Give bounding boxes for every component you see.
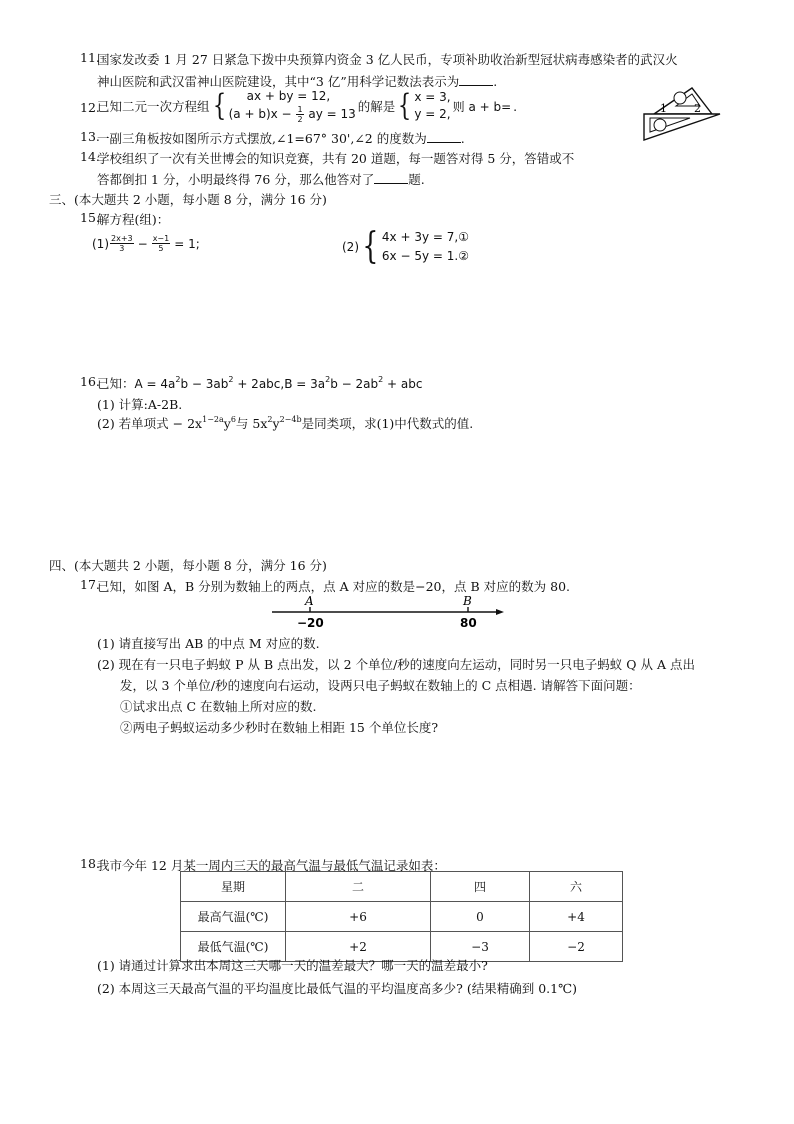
q12-sol1: x = 3, bbox=[414, 90, 451, 104]
q12-eq1: ax + by = 12, bbox=[246, 89, 331, 103]
q15-part2-brace: { bbox=[362, 226, 379, 267]
q14-answer-blank[interactable] bbox=[374, 171, 408, 184]
q12-sol2: y = 2, bbox=[414, 107, 451, 121]
q11-line1: 国家发改委 1 月 27 日紧急下拨中央预算内资金 3 亿人民币，专项补助收治新型冠状病毒感染者的武汉火 bbox=[97, 52, 678, 67]
point-b-label: B bbox=[463, 594, 472, 608]
q15-part1-frac1 bbox=[110, 234, 134, 253]
q12-eq2-left: (a + b)x − bbox=[228, 107, 292, 121]
q14-line1: 学校组织了一次有关世博会的知识竞赛，共有 20 道题，每一题答对得 5 分，答错或不 bbox=[97, 151, 575, 166]
table-cell: 最高气温(℃) bbox=[181, 902, 286, 932]
q12-frac-den: 2 bbox=[297, 115, 303, 124]
q13-line bbox=[97, 129, 465, 147]
angle-1-label: 1 bbox=[660, 102, 667, 115]
q14-line2 bbox=[97, 170, 425, 188]
q17-sub2-line2: 发，以 3 个单位/秒的速度向右运动，设两只电子蚂蚁在数轴上的 C 点相遇. 请解答下面问题： bbox=[120, 678, 641, 693]
q12-system bbox=[210, 88, 356, 124]
q15-frac1-den: 3 bbox=[119, 244, 125, 253]
number-line bbox=[268, 594, 508, 630]
q16-sub2-exp3: 2 bbox=[267, 415, 273, 424]
q12-eq2 bbox=[229, 105, 356, 124]
q17-sub1: (1) 请直接写出 AB 的中点 M 对应的数. bbox=[97, 636, 320, 651]
point-a-label: A bbox=[305, 594, 314, 608]
q15-part1-label: (1) bbox=[92, 236, 109, 251]
q16-expr-part2: b − 3ab bbox=[180, 377, 229, 391]
section-4-title: 四、(本大题共 2 小题，每小题 8 分，满分 16 分) bbox=[49, 558, 327, 573]
q15-part2-eq2: 6x − 5y = 1.② bbox=[381, 249, 469, 263]
q12-tail: 则 a + b= bbox=[452, 99, 512, 114]
q12-mid: 的解是 bbox=[357, 99, 396, 114]
q15-part1-rhs: = 1; bbox=[174, 236, 200, 251]
q17-text: 已知，如图 A，B 分别为数轴上的两点，点 A 对应的数是−20，点 B 对应的数为 80. bbox=[97, 579, 570, 594]
q12-eq2-right: ay = 13 bbox=[308, 107, 356, 121]
q12-solution-brace: { bbox=[398, 88, 412, 123]
q15-frac1-num: 2x+3 bbox=[111, 234, 133, 243]
q12-end: . bbox=[513, 98, 518, 114]
q18-sub1: (1) 请通过计算求出本周这三天哪一天的温差最大？哪一天的温差最小? bbox=[97, 958, 488, 973]
q11-answer-blank[interactable] bbox=[459, 73, 493, 86]
q16-sup3: 2 bbox=[325, 375, 331, 384]
table-row bbox=[181, 902, 623, 932]
q16-sup2: 2 bbox=[228, 375, 234, 384]
q14-line2-end: 题. bbox=[408, 172, 425, 187]
q18-sub2: (2) 本周这三天最高气温的平均温度比最低气温的平均温度高多少? (结果精确到 0.1℃) bbox=[97, 981, 577, 996]
q16-sub2-exp1: 1−2a bbox=[202, 415, 224, 424]
q15-part1-minus: − bbox=[137, 236, 148, 251]
q16-sub2-y2: y bbox=[272, 416, 280, 431]
q16-sub2-y1: y bbox=[223, 416, 231, 431]
q16-expr-part3: + 2abc,B = 3a bbox=[233, 377, 326, 391]
q15-part2-label: (2) bbox=[342, 240, 359, 254]
q16-sub2 bbox=[97, 414, 473, 432]
table-cell: +2 bbox=[286, 932, 431, 962]
table-cell: 0 bbox=[431, 902, 530, 932]
table-header-cell: 六 bbox=[530, 872, 623, 902]
q13-end: . bbox=[460, 131, 465, 146]
point-b-value: 80 bbox=[460, 616, 477, 630]
q13-number: 13. bbox=[80, 129, 100, 144]
q12-number: 12. bbox=[80, 100, 100, 115]
q13-text: 一副三角板按如图所示方式摆放,∠1=67° 30',∠2 的度数为 bbox=[97, 131, 427, 146]
q16-sup1: 2 bbox=[175, 375, 181, 384]
q16-expr-part1: A = 4a bbox=[134, 377, 176, 391]
table-cell: +6 bbox=[286, 902, 431, 932]
q16-expr-part5: + abc bbox=[383, 377, 423, 391]
q14-line2-text: 答都倒扣 1 分，小明最终得 76 分，那么他答对了 bbox=[97, 172, 375, 187]
q16-sub2-exp2: 6 bbox=[230, 415, 236, 424]
q14-number: 14. bbox=[80, 149, 100, 164]
table-cell: −3 bbox=[431, 932, 530, 962]
angle-2-label: 2 bbox=[694, 102, 701, 115]
lower-triangle-circle bbox=[654, 119, 666, 131]
q16-sub2-tail: 是同类项，求(1)中代数式的值. bbox=[301, 416, 474, 431]
q12-frac-num: 1 bbox=[297, 105, 303, 114]
q17-sub2-ii: ②两电子蚂蚁运动多少秒时在数轴上相距 15 个单位长度? bbox=[120, 720, 439, 735]
table-cell: −2 bbox=[530, 932, 623, 962]
q18-text: 我市今年 12 月某一周内三天的最高气温与最低气温记录如表： bbox=[97, 858, 446, 873]
q13-answer-blank[interactable] bbox=[427, 130, 461, 143]
q16-sub2-lead: (2) 若单项式 − 2x bbox=[97, 416, 203, 431]
q17-number: 17. bbox=[80, 577, 100, 592]
q15-title: 解方程(组)： bbox=[97, 212, 170, 227]
q16-expr-part4: b − 2ab bbox=[330, 377, 379, 391]
q12-row bbox=[97, 88, 517, 124]
number-line-arrow bbox=[496, 609, 504, 615]
q16-expression bbox=[135, 377, 423, 391]
q15-part1-frac2 bbox=[152, 234, 171, 253]
q16-sup4: 2 bbox=[378, 375, 384, 384]
q12-brace: { bbox=[212, 88, 226, 123]
q15-part1 bbox=[92, 234, 200, 253]
table-cell: 最低气温(℃) bbox=[181, 932, 286, 962]
point-a-value: −20 bbox=[297, 616, 324, 630]
q16-sub1: (1) 计算:A-2B. bbox=[97, 397, 183, 412]
temperature-table bbox=[180, 871, 623, 962]
q17-sub2-line1: (2) 现在有一只电子蚂蚁 P 从 B 点出发，以 2 个单位/秒的速度向左运动，同时另一只电子蚂蚁 Q 从 A 点出 bbox=[97, 657, 695, 672]
q15-number: 15. bbox=[80, 210, 100, 225]
q11-line2-text: 神山医院和武汉雷神山医院建设，其中“3 亿”用科学记数法表示为 bbox=[97, 74, 460, 89]
q15-part2-eq1: 4x + 3y = 7,① bbox=[381, 230, 469, 244]
q11-end: . bbox=[493, 74, 498, 89]
q16-given bbox=[97, 374, 422, 392]
q12-lead: 已知二元一次方程组 bbox=[97, 99, 210, 114]
q16-lead: 已知： bbox=[97, 376, 135, 391]
q16-sub2-exp4: 2−4b bbox=[279, 415, 302, 424]
table-header-cell: 星期 bbox=[181, 872, 286, 902]
section-3-title: 三、(本大题共 2 小题，每小题 8 分，满分 16 分) bbox=[49, 192, 327, 207]
table-header-cell: 四 bbox=[431, 872, 530, 902]
q12-eq2-fraction bbox=[296, 105, 303, 124]
upper-triangle-circle bbox=[674, 92, 686, 104]
table-header-cell: 二 bbox=[286, 872, 431, 902]
table-header-row bbox=[181, 872, 623, 902]
q15-part2 bbox=[342, 228, 469, 266]
q17-sub2-i: ①试求出点 C 在数轴上所对应的数. bbox=[120, 699, 317, 714]
q12-solution bbox=[395, 89, 450, 123]
q15-frac2-num: x−1 bbox=[152, 234, 170, 243]
q11-number: 11. bbox=[80, 50, 100, 65]
triangle-boards-figure bbox=[640, 84, 724, 144]
q16-sub2-mid: 与 5x bbox=[235, 416, 268, 431]
q15-frac2-den: 5 bbox=[158, 244, 164, 253]
q16-number: 16. bbox=[80, 374, 100, 389]
table-cell: +4 bbox=[530, 902, 623, 932]
q18-number: 18. bbox=[80, 856, 100, 871]
